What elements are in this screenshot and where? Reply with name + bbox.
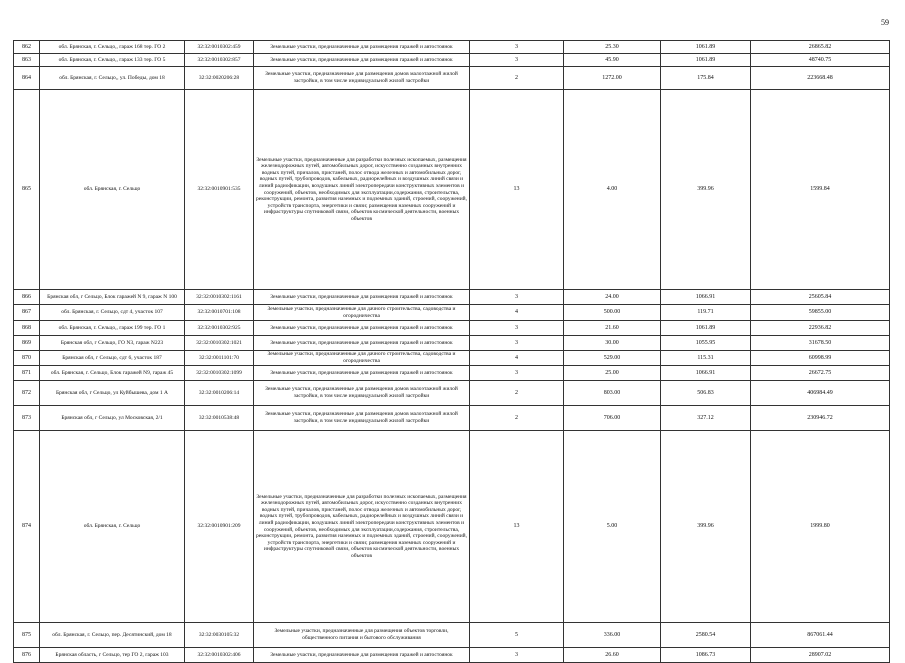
area-cell: 45.90 bbox=[564, 54, 661, 67]
row-number-cell: 863 bbox=[14, 54, 40, 67]
permitted-use-cell: Земельные участки, предназначенные для размещения гаражей и автостоянок bbox=[254, 648, 470, 663]
permitted-use-cell: Земельные участки, предназначенные для размещения гаражей и автостоянок bbox=[254, 336, 470, 351]
row-number-cell: 873 bbox=[14, 406, 40, 431]
area-cell: 803.00 bbox=[564, 381, 661, 406]
unit-value-cell: 399.96 bbox=[661, 431, 751, 623]
table-row bbox=[14, 351, 890, 366]
permitted-use-cell: Земельные участки, предназначенные для размещения домов малоэтажной жилой застройки, в том числе индивидуальной жилой застройки bbox=[254, 381, 470, 406]
permitted-use-cell: Земельные участки, предназначенные для размещения гаражей и автостоянок bbox=[254, 54, 470, 67]
cadastral-number-cell: 32:32:0010302:459 bbox=[185, 41, 254, 54]
category-cell: 3 bbox=[470, 336, 564, 351]
cadastral-number-cell: 32:32:0010302:1021 bbox=[185, 336, 254, 351]
area-cell: 24.00 bbox=[564, 290, 661, 305]
permitted-use-cell: Земельные участки, предназначенные для разработки полезных ископаемых, размещения железнодорожных путей, автомобильных дорог, искусственно созданных внутренних водных путей, причалов, пристаней, полос отвода железных и автомобильных дорог, водных путей, трубопроводов, кабельных, радиорелейных и воздушных линий связи и линий радиофикации, воздушных линий электропередачи конструктивных элементов и сооружений, объектов, необходимых для эксплуатации,содержания, строительства, реконструкции, ремонта, развития наземных и подземных зданий, строений, сооружений, устройств транспорта, энергетики и связи; размещения наземных сооружений и инфраструктуры спутниковой связи, объектов космической деятельности, военных объектов bbox=[254, 431, 470, 623]
category-cell: 5 bbox=[470, 623, 564, 648]
table-row bbox=[14, 406, 890, 431]
permitted-use-cell: Земельные участки, предназначенные для размещения гаражей и автостоянок bbox=[254, 366, 470, 381]
registry-body bbox=[14, 41, 890, 663]
table-row bbox=[14, 623, 890, 648]
unit-value-cell: 119.71 bbox=[661, 305, 751, 321]
permitted-use-cell: Земельные участки, предназначенные для размещения домов малоэтажной жилой застройки, в том числе индивидуальной жилой застройки bbox=[254, 406, 470, 431]
address-cell: обл. Брянская, г. Сельцо, Блок гаражей N9, гараж 45 bbox=[40, 366, 185, 381]
category-cell: 3 bbox=[470, 41, 564, 54]
area-cell: 4.00 bbox=[564, 90, 661, 290]
permitted-use-cell: Земельные участки, предназначенные для дачного строительства, садоводства и огородничества bbox=[254, 351, 470, 366]
row-number-cell: 872 bbox=[14, 381, 40, 406]
row-number-cell: 871 bbox=[14, 366, 40, 381]
unit-value-cell: 506.83 bbox=[661, 381, 751, 406]
cadastral-value-cell: 25605.84 bbox=[751, 290, 890, 305]
cadastral-value-cell: 1999.80 bbox=[751, 431, 890, 623]
row-number-cell: 870 bbox=[14, 351, 40, 366]
cadastral-value-cell: 230946.72 bbox=[751, 406, 890, 431]
unit-value-cell: 2580.54 bbox=[661, 623, 751, 648]
row-number-cell: 868 bbox=[14, 321, 40, 336]
address-cell: Брянская область, г Сельцо, тер ГО 2, гараж 103 bbox=[40, 648, 185, 663]
unit-value-cell: 1086.73 bbox=[661, 648, 751, 663]
area-cell: 26.60 bbox=[564, 648, 661, 663]
area-cell: 336.00 bbox=[564, 623, 661, 648]
unit-value-cell: 1066.91 bbox=[661, 366, 751, 381]
cadastral-number-cell: 32:32:0010302:857 bbox=[185, 54, 254, 67]
category-cell: 3 bbox=[470, 366, 564, 381]
cadastral-value-cell: 31678.50 bbox=[751, 336, 890, 351]
category-cell: 2 bbox=[470, 67, 564, 90]
address-cell: Брянская обл, г Сельцо, ул Московская, 2/1 bbox=[40, 406, 185, 431]
area-cell: 21.60 bbox=[564, 321, 661, 336]
cadastral-number-cell: 32:32:0020206:28 bbox=[185, 67, 254, 90]
cadastral-number-cell: 32:32:0010538:48 bbox=[185, 406, 254, 431]
permitted-use-cell: Земельные участки, предназначенные для размещения домов малоэтажной жилой застройки, в том числе индивидуальной жилой застройки bbox=[254, 67, 470, 90]
cadastral-value-cell: 26672.75 bbox=[751, 366, 890, 381]
unit-value-cell: 399.96 bbox=[661, 90, 751, 290]
category-cell: 4 bbox=[470, 351, 564, 366]
area-cell: 25.00 bbox=[564, 366, 661, 381]
permitted-use-cell: Земельные участки, предназначенные для дачного строительства, садоводства и огородничества bbox=[254, 305, 470, 321]
area-cell: 5.00 bbox=[564, 431, 661, 623]
cadastral-value-cell: 867061.44 bbox=[751, 623, 890, 648]
table-row bbox=[14, 54, 890, 67]
cadastral-value-cell: 28907.02 bbox=[751, 648, 890, 663]
row-number-cell: 876 bbox=[14, 648, 40, 663]
table-row bbox=[14, 336, 890, 351]
unit-value-cell: 115.31 bbox=[661, 351, 751, 366]
address-cell: Брянская обл, г Сельцо, сдт 6, участок 187 bbox=[40, 351, 185, 366]
cadastral-value-cell: 1599.84 bbox=[751, 90, 890, 290]
row-number-cell: 874 bbox=[14, 431, 40, 623]
cadastral-value-cell: 223668.48 bbox=[751, 67, 890, 90]
row-number-cell: 875 bbox=[14, 623, 40, 648]
row-number-cell: 865 bbox=[14, 90, 40, 290]
area-cell: 706.00 bbox=[564, 406, 661, 431]
address-cell: Брянская обл, г Сельцо, Блок гаражей N 9, гараж N 100 bbox=[40, 290, 185, 305]
cadastral-value-cell: 48740.75 bbox=[751, 54, 890, 67]
category-cell: 4 bbox=[470, 305, 564, 321]
land-plot-registry-table bbox=[13, 40, 890, 663]
table-row bbox=[14, 648, 890, 663]
table-row bbox=[14, 90, 890, 290]
address-cell: обл. Брянская, г. Сельцо,, гараж 199 тер. ГО 1 bbox=[40, 321, 185, 336]
row-number-cell: 862 bbox=[14, 41, 40, 54]
unit-value-cell: 1061.89 bbox=[661, 321, 751, 336]
category-cell: 2 bbox=[470, 381, 564, 406]
address-cell: Брянская обл, г Сельцо, ГО N3, гараж N223 bbox=[40, 336, 185, 351]
permitted-use-cell: Земельные участки, предназначенные для размещения гаражей и автостоянок bbox=[254, 41, 470, 54]
category-cell: 3 bbox=[470, 648, 564, 663]
cadastral-value-cell: 26865.82 bbox=[751, 41, 890, 54]
table-row bbox=[14, 41, 890, 54]
cadastral-number-cell: 32:32:0011101:70 bbox=[185, 351, 254, 366]
cadastral-number-cell: 32:32:0010302:1161 bbox=[185, 290, 254, 305]
address-cell: Брянская обл, г Сельцо, ул Куйбышева, дом 1 А bbox=[40, 381, 185, 406]
cadastral-value-cell: 59855.00 bbox=[751, 305, 890, 321]
permitted-use-cell: Земельные участки, предназначенные для разработки полезных ископаемых, размещения железнодорожных путей, автомобильных дорог, искусственно созданных внутренних водных путей, причалов, пристаней, полос отвода железных и автомобильных дорог, водных путей, трубопроводов, кабельных, радиорелейных и воздушных линий связи и линий радиофикации, воздушных линий электропередачи конструктивных элементов и сооружений, объектов, необходимых для эксплуатации,содержания, строительства, реконструкции, ремонта, развития наземных и подземных зданий, строений, сооружений, устройств транспорта, энергетики и связи; размещения наземных сооружений и инфраструктуры спутниковой связи, объектов космической деятельности, военных объектов bbox=[254, 90, 470, 290]
cadastral-number-cell: 32:32:0010302:925 bbox=[185, 321, 254, 336]
unit-value-cell: 1061.89 bbox=[661, 41, 751, 54]
permitted-use-cell: Земельные участки, предназначенные для размещения объектов торговли, общественного питания и бытового обслуживания bbox=[254, 623, 470, 648]
permitted-use-cell: Земельные участки, предназначенные для размещения гаражей и автостоянок bbox=[254, 290, 470, 305]
page-number: 59 bbox=[881, 18, 889, 27]
address-cell: обл. Брянская, г. Сельцо, пер. Десятинский, дом 18 bbox=[40, 623, 185, 648]
cadastral-number-cell: 32:32:0030105:32 bbox=[185, 623, 254, 648]
cadastral-value-cell: 60998.99 bbox=[751, 351, 890, 366]
cadastral-number-cell: 32:32:0010206:14 bbox=[185, 381, 254, 406]
category-cell: 3 bbox=[470, 321, 564, 336]
table-row bbox=[14, 431, 890, 623]
row-number-cell: 866 bbox=[14, 290, 40, 305]
area-cell: 500.00 bbox=[564, 305, 661, 321]
table-row bbox=[14, 290, 890, 305]
area-cell: 1272.00 bbox=[564, 67, 661, 90]
address-cell: обл. Брянская, г. Сельцо, сдт 4, участок 107 bbox=[40, 305, 185, 321]
table-row bbox=[14, 366, 890, 381]
area-cell: 30.00 bbox=[564, 336, 661, 351]
address-cell: обл. Брянская, г. Сельцо,, ул. Победы, дом 18 bbox=[40, 67, 185, 90]
row-number-cell: 864 bbox=[14, 67, 40, 90]
address-cell: обл. Брянская, г. Сельцо,, гараж 168 тер. ГО 2 bbox=[40, 41, 185, 54]
category-cell: 13 bbox=[470, 90, 564, 290]
unit-value-cell: 175.84 bbox=[661, 67, 751, 90]
unit-value-cell: 1061.89 bbox=[661, 54, 751, 67]
category-cell: 2 bbox=[470, 406, 564, 431]
category-cell: 13 bbox=[470, 431, 564, 623]
cadastral-number-cell: 32:32:0010302:406 bbox=[185, 648, 254, 663]
unit-value-cell: 327.12 bbox=[661, 406, 751, 431]
unit-value-cell: 1066.91 bbox=[661, 290, 751, 305]
address-cell: обл. Брянская, г. Сельцо,, гараж 133 тер. ГО 5 bbox=[40, 54, 185, 67]
cadastral-number-cell: 32:32:0010901:209 bbox=[185, 431, 254, 623]
category-cell: 3 bbox=[470, 54, 564, 67]
address-cell: обл. Брянская, г. Сельцо bbox=[40, 90, 185, 290]
cadastral-number-cell: 32:32:0010701:108 bbox=[185, 305, 254, 321]
table-row bbox=[14, 381, 890, 406]
cadastral-number-cell: 32:32:0010302:1099 bbox=[185, 366, 254, 381]
table-row bbox=[14, 321, 890, 336]
cadastral-number-cell: 32:32:0010901:535 bbox=[185, 90, 254, 290]
area-cell: 25.30 bbox=[564, 41, 661, 54]
area-cell: 529.00 bbox=[564, 351, 661, 366]
row-number-cell: 867 bbox=[14, 305, 40, 321]
table-row bbox=[14, 305, 890, 321]
permitted-use-cell: Земельные участки, предназначенные для размещения гаражей и автостоянок bbox=[254, 321, 470, 336]
address-cell: обл. Брянская, г. Сельцо bbox=[40, 431, 185, 623]
row-number-cell: 869 bbox=[14, 336, 40, 351]
cadastral-value-cell: 406984.49 bbox=[751, 381, 890, 406]
cadastral-value-cell: 22936.82 bbox=[751, 321, 890, 336]
table-row bbox=[14, 67, 890, 90]
category-cell: 3 bbox=[470, 290, 564, 305]
unit-value-cell: 1055.95 bbox=[661, 336, 751, 351]
